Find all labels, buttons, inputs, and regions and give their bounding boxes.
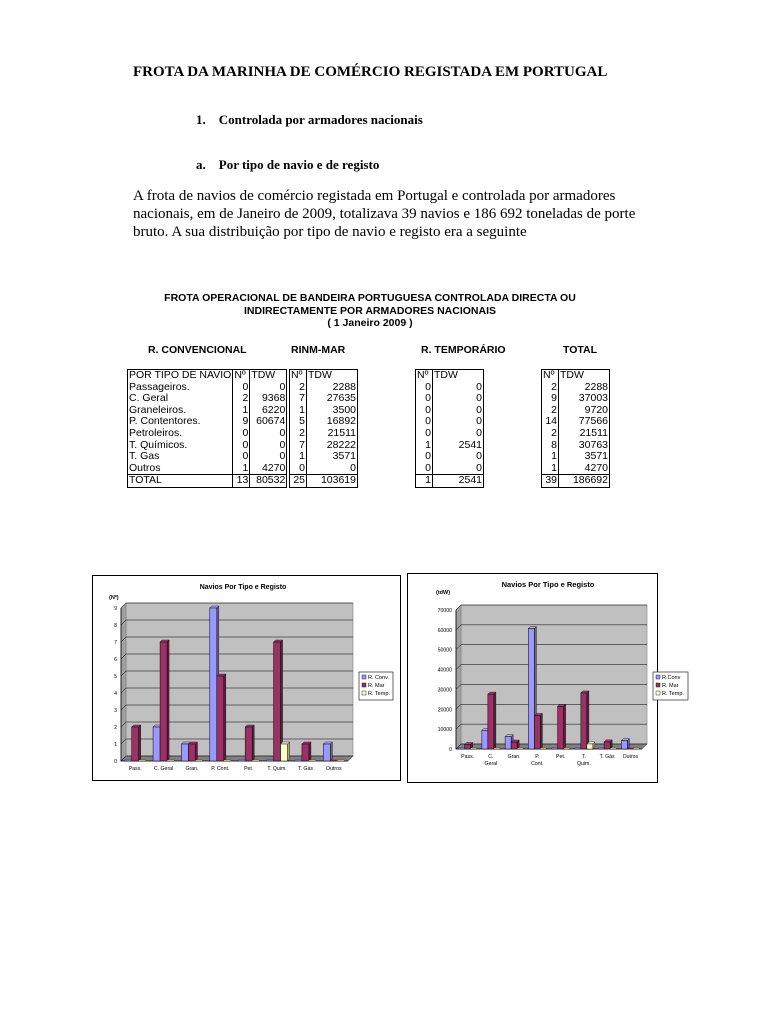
tdw-cell: 2288 bbox=[307, 382, 358, 394]
bar-side bbox=[540, 713, 542, 749]
x-tick-label: P. bbox=[535, 754, 540, 760]
table-row bbox=[128, 428, 287, 440]
bar-2-1 bbox=[167, 760, 174, 761]
tdw-cell: 6220 bbox=[250, 405, 287, 417]
bar-1-2 bbox=[188, 742, 197, 761]
bar-side bbox=[309, 742, 311, 761]
bar-2-1 bbox=[494, 748, 500, 749]
count-cell: 7 bbox=[290, 440, 307, 452]
n-header: Nº bbox=[542, 370, 559, 382]
tdw-cell: 0 bbox=[250, 440, 287, 452]
tdw-header: TDW bbox=[559, 370, 610, 382]
x-tick-label: Gran. bbox=[185, 766, 199, 772]
bar-2-0 bbox=[139, 760, 146, 761]
bar-2-2 bbox=[195, 760, 202, 761]
tdw-cell: 0 bbox=[433, 393, 484, 405]
y-tick-label: 50000 bbox=[437, 647, 452, 654]
table-row bbox=[416, 475, 484, 488]
bar-0-5 bbox=[267, 760, 274, 761]
bar-front bbox=[274, 642, 281, 761]
bar-0-5 bbox=[575, 748, 581, 749]
table-title-line1: FROTA OPERACIONAL DE BANDEIRA PORTUGUESA CONTROLADA DIRECTA OU bbox=[164, 292, 576, 304]
y-tick-label: 2 bbox=[114, 725, 117, 731]
bar-front bbox=[195, 760, 202, 761]
tdw-cell: 0 bbox=[433, 405, 484, 417]
plot-side-wall bbox=[121, 603, 126, 761]
tdw-header: TDW bbox=[433, 370, 484, 382]
document-heading: FROTA DA MARINHA DE COMÉRCIO REGISTADA EM PORTUGAL bbox=[133, 64, 608, 80]
bar-2-7 bbox=[337, 760, 344, 761]
bar-1-6 bbox=[604, 740, 612, 749]
legend-swatch bbox=[362, 691, 366, 695]
tdw-cell: 77566 bbox=[559, 416, 610, 428]
bar-side bbox=[252, 725, 254, 761]
type-cell: TOTAL bbox=[128, 475, 233, 488]
tdw-cell: 21511 bbox=[559, 428, 610, 440]
chart-tdw bbox=[407, 573, 684, 783]
bar-side bbox=[224, 674, 226, 761]
table-row bbox=[542, 451, 610, 463]
count-cell: 0 bbox=[416, 405, 433, 417]
bar-2-6 bbox=[309, 760, 316, 761]
table-row bbox=[128, 463, 287, 475]
tdw-cell: 3571 bbox=[307, 451, 358, 463]
table-row bbox=[416, 428, 484, 440]
chart-tdw-svg bbox=[408, 574, 684, 782]
legend-label: R.Conv bbox=[662, 675, 681, 681]
bar-side bbox=[288, 742, 290, 761]
y-tick-label: 7 bbox=[114, 640, 117, 646]
table-row bbox=[128, 451, 287, 463]
y-tick-label: 0 bbox=[449, 747, 452, 753]
table-row bbox=[290, 451, 358, 463]
count-cell: 14 bbox=[542, 416, 559, 428]
tdw-cell: 9368 bbox=[250, 393, 287, 405]
bar-front bbox=[245, 727, 252, 761]
x-tick-label: Pet. bbox=[556, 754, 566, 760]
bar-front bbox=[210, 608, 217, 761]
bar-0-6 bbox=[295, 760, 302, 761]
count-cell: 2 bbox=[290, 382, 307, 394]
bar-front bbox=[295, 760, 302, 761]
bar-front bbox=[587, 744, 593, 749]
bar-front bbox=[238, 760, 245, 761]
bar-front bbox=[505, 737, 511, 749]
bar-2-4 bbox=[564, 748, 570, 749]
table-conv bbox=[127, 369, 287, 488]
n-header: Nº bbox=[416, 370, 433, 382]
type-cell: T. Gas bbox=[128, 451, 233, 463]
bar-1-6 bbox=[302, 742, 311, 761]
count-cell: 2 bbox=[542, 428, 559, 440]
legend-label: R. Temp. bbox=[368, 691, 390, 697]
count-cell: 1 bbox=[416, 475, 433, 488]
bar-front bbox=[188, 744, 195, 761]
y-tick-label: 60000 bbox=[437, 627, 452, 634]
count-cell: 25 bbox=[290, 475, 307, 488]
bar-2-0 bbox=[471, 748, 477, 749]
x-tick-label: C. bbox=[488, 754, 494, 760]
tdw-cell: 16892 bbox=[307, 416, 358, 428]
x-tick-label: Outros bbox=[326, 766, 342, 772]
type-cell: Graneleiros. bbox=[128, 405, 233, 417]
bar-front bbox=[528, 629, 534, 749]
tdw-cell: 3571 bbox=[559, 451, 610, 463]
chart-count-svg bbox=[93, 576, 400, 780]
bar-front bbox=[575, 748, 581, 749]
tdw-cell: 0 bbox=[250, 451, 287, 463]
n-header: Nº bbox=[233, 370, 250, 382]
tdw-cell: 3500 bbox=[307, 405, 358, 417]
count-cell: 0 bbox=[416, 451, 433, 463]
bar-front bbox=[564, 748, 570, 749]
type-cell: P. Contentores. bbox=[128, 416, 233, 428]
y-tick-label: 5 bbox=[114, 674, 117, 680]
tdw-cell: 0 bbox=[433, 463, 484, 475]
bar-0-0 bbox=[125, 760, 132, 761]
tdw-cell: 103619 bbox=[307, 475, 358, 488]
table-title-line2: INDIRECTAMENTE POR ARMADORES NACIONAIS bbox=[243, 304, 496, 317]
count-cell: 9 bbox=[233, 416, 250, 428]
register-label-temp: R. TEMPORÁRIO bbox=[421, 344, 506, 356]
table-row bbox=[416, 451, 484, 463]
count-cell: 0 bbox=[233, 451, 250, 463]
y-tick-label: 9 bbox=[114, 606, 117, 612]
count-cell: 0 bbox=[416, 463, 433, 475]
y-tick-label: 3 bbox=[114, 708, 117, 714]
y-axis-label: (Nº) bbox=[109, 595, 119, 601]
x-tick-label: P. Cont. bbox=[211, 766, 230, 772]
tdw-cell: 0 bbox=[433, 382, 484, 394]
bar-0-7 bbox=[621, 739, 629, 749]
bar-front bbox=[125, 760, 132, 761]
tdw-cell: 0 bbox=[433, 428, 484, 440]
bar-side bbox=[494, 692, 496, 749]
bar-2-2 bbox=[517, 748, 523, 749]
bar-1-1 bbox=[160, 640, 169, 761]
count-cell: 1 bbox=[233, 463, 250, 475]
bar-front bbox=[610, 748, 616, 749]
bar-1-7 bbox=[330, 760, 337, 761]
y-tick-label: 10000 bbox=[437, 727, 452, 734]
type-header: POR TIPO DE NAVIO bbox=[129, 369, 232, 381]
type-cell: Petroleiros. bbox=[128, 428, 233, 440]
y-tick-label: 0 bbox=[114, 759, 117, 765]
table-temp bbox=[415, 369, 484, 488]
bar-front bbox=[132, 727, 139, 761]
y-tick-label: 6 bbox=[114, 657, 117, 663]
tdw-cell: 0 bbox=[307, 463, 358, 475]
bar-front bbox=[160, 642, 167, 761]
count-cell: 13 bbox=[233, 475, 250, 488]
table-row bbox=[542, 428, 610, 440]
bar-2-3 bbox=[540, 748, 546, 749]
table-row bbox=[542, 475, 610, 488]
bar-front bbox=[540, 748, 546, 749]
bar-1-3 bbox=[217, 674, 226, 761]
table-rinm bbox=[289, 369, 358, 488]
legend-label: R. Mar bbox=[368, 683, 385, 689]
y-tick-label: 20000 bbox=[437, 707, 452, 714]
count-cell: 2 bbox=[542, 382, 559, 394]
bar-front bbox=[552, 748, 558, 749]
bar-1-5 bbox=[274, 640, 283, 761]
bar-side bbox=[587, 691, 589, 749]
register-label-conv: R. CONVENCIONAL bbox=[148, 344, 247, 356]
tdw-cell: 0 bbox=[433, 416, 484, 428]
tdw-cell: 80532 bbox=[250, 475, 287, 488]
tdw-cell: 0 bbox=[250, 428, 287, 440]
chart-title: Navios Por Tipo e Registo bbox=[501, 580, 595, 589]
count-cell: 1 bbox=[290, 405, 307, 417]
chart-title: Navios Por Tipo e Registo bbox=[199, 584, 287, 591]
bar-side bbox=[330, 742, 332, 761]
tdw-cell: 21511 bbox=[307, 428, 358, 440]
x-tick-label: Cont. bbox=[531, 761, 544, 767]
x-tick-label: Pass. bbox=[461, 754, 475, 760]
bar-front bbox=[534, 715, 540, 749]
bar-front bbox=[281, 744, 288, 761]
bar-front bbox=[167, 760, 174, 761]
tdw-cell: 2288 bbox=[559, 382, 610, 394]
legend-label: R. Temp. bbox=[662, 691, 684, 697]
bar-front bbox=[224, 760, 231, 761]
x-tick-label: T. Gás bbox=[297, 766, 313, 772]
count-cell: 7 bbox=[290, 393, 307, 405]
bar-front bbox=[558, 706, 564, 749]
table-total bbox=[541, 369, 610, 488]
tdw-cell: 2541 bbox=[433, 440, 484, 452]
count-cell: 2 bbox=[542, 405, 559, 417]
table-row bbox=[290, 463, 358, 475]
x-tick-label: T. bbox=[581, 754, 586, 760]
bar-front bbox=[181, 744, 188, 761]
n-header: Nº bbox=[290, 370, 307, 382]
plot-side-wall bbox=[456, 605, 461, 749]
bar-0-0 bbox=[459, 748, 465, 749]
bar-1-5 bbox=[581, 691, 589, 749]
bar-0-4 bbox=[238, 760, 245, 761]
bar-front bbox=[139, 760, 146, 761]
bar-front bbox=[459, 748, 465, 749]
y-axis-label: (tdW) bbox=[436, 590, 451, 596]
register-label-rinm: RINM-MAR bbox=[291, 344, 346, 356]
bar-1-4 bbox=[245, 725, 254, 761]
legend-label: R. Mar bbox=[662, 683, 679, 689]
bar-0-4 bbox=[552, 748, 558, 749]
bar-front bbox=[267, 760, 274, 761]
bar-front bbox=[252, 760, 259, 761]
x-tick-label: T. Quim. bbox=[267, 766, 287, 772]
bar-front bbox=[494, 748, 500, 749]
table-row bbox=[542, 463, 610, 475]
bar-front bbox=[511, 742, 517, 749]
bar-1-2 bbox=[511, 740, 519, 749]
count-cell: 2 bbox=[233, 393, 250, 405]
table-row bbox=[416, 463, 484, 475]
bar-front bbox=[581, 693, 587, 749]
bar-2-4 bbox=[252, 760, 259, 761]
tdw-cell: 30763 bbox=[559, 440, 610, 452]
bar-front bbox=[482, 730, 488, 749]
bar-front bbox=[627, 748, 633, 749]
bar-front bbox=[598, 748, 604, 749]
x-tick-label: Quim. bbox=[576, 761, 591, 767]
x-tick-label: Geral bbox=[484, 761, 498, 767]
subsection-heading: a. Por tipo de navio e de registo bbox=[196, 157, 380, 172]
tdw-cell: 27635 bbox=[307, 393, 358, 405]
count-cell: 0 bbox=[233, 428, 250, 440]
tdw-header: TDW bbox=[250, 370, 287, 382]
count-cell: 2 bbox=[290, 428, 307, 440]
bar-front bbox=[337, 760, 344, 761]
legend-swatch bbox=[656, 675, 660, 679]
count-cell: 5 bbox=[290, 416, 307, 428]
count-cell: 1 bbox=[233, 405, 250, 417]
bar-1-3 bbox=[534, 713, 542, 749]
count-cell: 1 bbox=[416, 440, 433, 452]
bar-2-5 bbox=[587, 742, 595, 749]
bar-front bbox=[488, 694, 494, 749]
table-title bbox=[120, 292, 620, 330]
bar-front bbox=[217, 676, 224, 761]
legend-swatch bbox=[656, 683, 660, 687]
x-tick-label: Pet. bbox=[244, 766, 254, 772]
count-cell: 0 bbox=[233, 382, 250, 394]
bar-2-7 bbox=[633, 748, 639, 749]
bar-front bbox=[302, 744, 309, 761]
legend-swatch bbox=[362, 683, 366, 687]
tdw-cell: 0 bbox=[433, 451, 484, 463]
tdw-cell: 60674 bbox=[250, 416, 287, 428]
y-tick-label: 1 bbox=[114, 742, 117, 748]
tdw-cell: 4270 bbox=[250, 463, 287, 475]
x-tick-label: T. Gás bbox=[599, 754, 615, 760]
legend-swatch bbox=[656, 691, 660, 695]
bar-front bbox=[153, 727, 160, 761]
count-cell: 0 bbox=[416, 428, 433, 440]
count-cell: 0 bbox=[416, 393, 433, 405]
bar-1-0 bbox=[132, 725, 141, 761]
count-cell: 1 bbox=[290, 451, 307, 463]
type-cell: Passageiros. bbox=[128, 382, 233, 394]
x-tick-label: Gran. bbox=[507, 754, 521, 760]
tdw-cell: 9720 bbox=[559, 405, 610, 417]
count-cell: 39 bbox=[542, 475, 559, 488]
count-cell: 0 bbox=[233, 440, 250, 452]
bar-2-6 bbox=[610, 748, 616, 749]
legend-swatch bbox=[362, 675, 366, 679]
bar-1-4 bbox=[558, 704, 566, 749]
chart-count bbox=[92, 575, 401, 781]
type-cell: T. Químicos. bbox=[128, 440, 233, 452]
bar-1-1 bbox=[488, 692, 496, 749]
bar-front bbox=[309, 760, 316, 761]
x-tick-label: Outros bbox=[622, 754, 639, 760]
tdw-cell: 0 bbox=[250, 382, 287, 394]
tdw-cell: 2541 bbox=[433, 475, 484, 488]
y-tick-label: 4 bbox=[114, 691, 117, 697]
type-cell: Outros bbox=[128, 463, 233, 475]
bar-side bbox=[167, 640, 169, 761]
bar-side bbox=[564, 704, 566, 749]
bar-1-7 bbox=[627, 748, 633, 749]
bar-front bbox=[330, 760, 337, 761]
table-title-line3: ( 1 Janeiro 2009 ) bbox=[327, 317, 413, 329]
bar-front bbox=[633, 748, 639, 749]
y-tick-label: 70000 bbox=[437, 608, 452, 614]
x-tick-label: C. Geral bbox=[153, 766, 174, 772]
tdw-header: TDW bbox=[307, 370, 358, 382]
section-heading: 1. Controlada por armadores nacionais bbox=[196, 112, 423, 127]
count-cell: 0 bbox=[416, 416, 433, 428]
table-row bbox=[128, 475, 287, 488]
bar-side bbox=[139, 725, 141, 761]
count-cell: 9 bbox=[542, 393, 559, 405]
legend-label: R. Conv. bbox=[368, 675, 389, 681]
y-tick-label: 40000 bbox=[437, 667, 452, 674]
tdw-cell: 4270 bbox=[559, 463, 610, 475]
bar-0-7 bbox=[323, 742, 332, 761]
bar-side bbox=[195, 742, 197, 761]
count-cell: 1 bbox=[542, 463, 559, 475]
y-tick-label: 8 bbox=[114, 623, 117, 629]
bar-front bbox=[604, 742, 610, 749]
count-cell: 1 bbox=[542, 451, 559, 463]
register-label-total: TOTAL bbox=[563, 344, 598, 356]
bar-front bbox=[621, 741, 627, 749]
x-tick-label: Pass. bbox=[128, 766, 142, 772]
bar-front bbox=[323, 744, 330, 761]
table-row bbox=[290, 475, 358, 488]
bar-2-5 bbox=[281, 742, 290, 761]
tdw-cell: 37003 bbox=[559, 393, 610, 405]
intro-paragraph: A frota de navios de comércio registada em Portugal e controlada por armadores nacionais, em de Janeiro de 2009, totalizava 39 navios e 186 692 toneladas de porte bruto. A sua distribuição por tipo de navio e registo era a seguinte bbox=[133, 188, 636, 240]
count-cell: 0 bbox=[290, 463, 307, 475]
count-cell: 8 bbox=[542, 440, 559, 452]
bar-front bbox=[471, 748, 477, 749]
bar-2-3 bbox=[224, 760, 231, 761]
type-cell: C. Geral bbox=[128, 393, 233, 405]
count-cell: 0 bbox=[416, 382, 433, 394]
bar-front bbox=[465, 744, 471, 749]
bar-0-6 bbox=[598, 748, 604, 749]
tdw-cell: 186692 bbox=[559, 475, 610, 488]
tdw-cell: 28222 bbox=[307, 440, 358, 452]
table-row bbox=[290, 428, 358, 440]
y-tick-label: 30000 bbox=[437, 687, 452, 694]
bar-front bbox=[517, 748, 523, 749]
